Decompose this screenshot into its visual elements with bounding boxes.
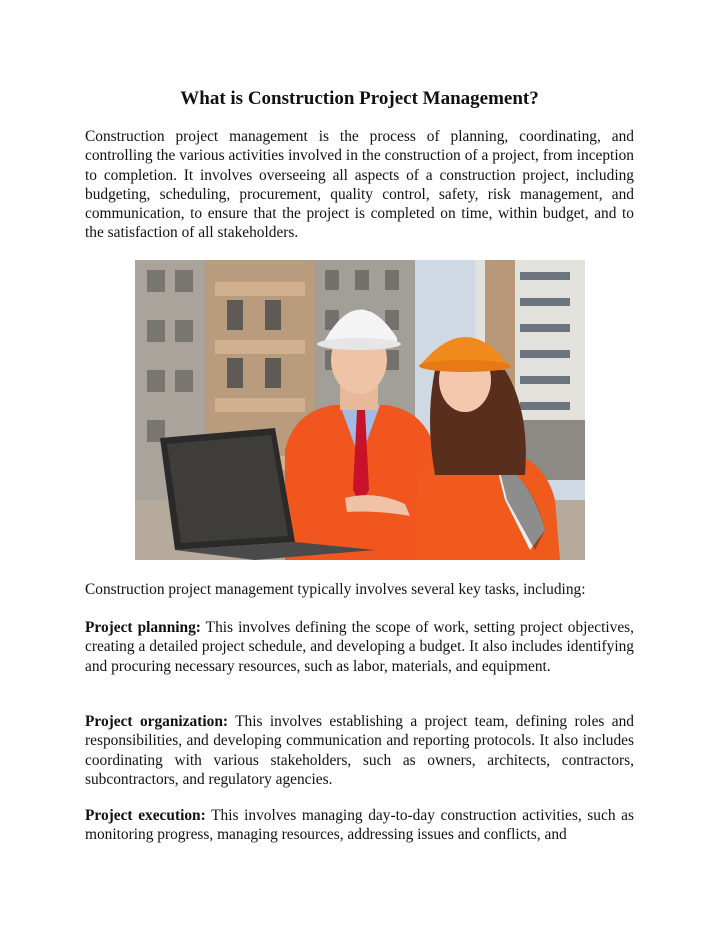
construction-photo-illustration (135, 260, 585, 560)
section-term: Project organization: (85, 713, 229, 730)
section-text: This involves managing day-to-day construction activities, such as monitoring progress, managing resources, addressing issues and conflicts, and (85, 807, 634, 844)
section-project-planning (85, 618, 634, 676)
section-project-execution (85, 806, 634, 845)
page-title: What is Construction Project Management? (180, 88, 539, 109)
section-project-organization (85, 712, 634, 789)
construction-photo (135, 260, 585, 560)
section-text: This involves defining the scope of work, setting project objectives, creating a detailed project schedule, and developing a budget. It also includes identifying and procuring necessary resources, such as labor, materials, and equipment. (85, 619, 635, 675)
intro-paragraph: Construction project management is the process of planning, coordinating, and controlling the various activities involved in the construction of a project, from inception to completion. It involves overseeing all aspects of a construction project, including budgeting, scheduling, procurement, quality control, safety, risk management, and communication, to ensure that the project is completed on time, within budget, and to the satisfaction of all stakeholders. (85, 128, 634, 242)
section-term: Project planning: (85, 619, 201, 636)
lead-paragraph: Construction project management typically involves several key tasks, including: (85, 581, 586, 598)
section-text: This involves establishing a project team, defining roles and responsibilities, and developing communication and reporting protocols. It also includes coordinating with various stakeholders, such as owners, architects, contractors, subcontractors, and regulatory agencies. (85, 713, 634, 788)
section-term: Project execution: (85, 807, 206, 824)
